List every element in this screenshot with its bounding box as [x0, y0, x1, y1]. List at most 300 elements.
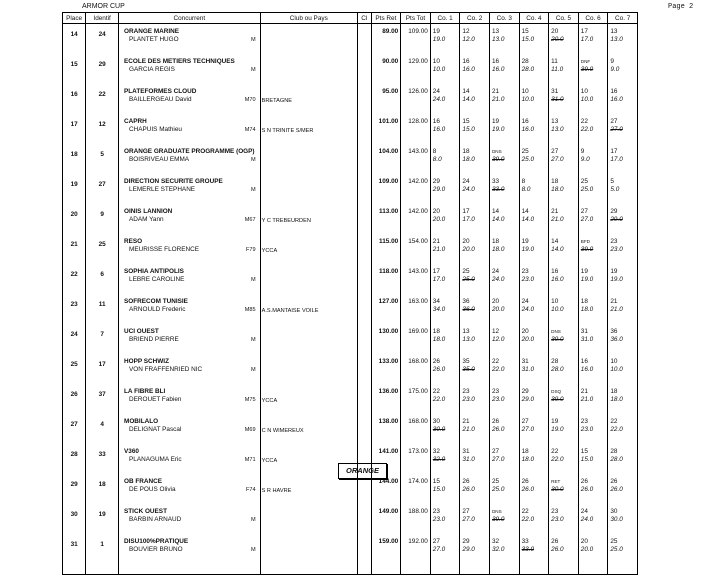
class-cell	[357, 268, 371, 294]
identif-cell: 33	[86, 448, 119, 474]
race-rank: 29	[521, 388, 529, 395]
column-header: Co. 1	[430, 13, 460, 24]
race-rank: 21	[580, 388, 588, 395]
race-cell	[608, 88, 638, 114]
race-points: 36.0	[462, 306, 475, 313]
race-points: 25.0	[491, 486, 505, 493]
race-points: 25.0	[462, 276, 475, 283]
club-name: BRETAGNE	[261, 98, 292, 104]
race-points: 39.0	[580, 246, 594, 253]
competitor-cell	[119, 388, 261, 414]
race-cell	[430, 358, 460, 384]
race-rank: 10	[521, 88, 529, 95]
race-cell	[489, 388, 519, 414]
race-points: 11.0	[551, 66, 564, 73]
points-total: 173.00	[401, 448, 431, 474]
competitor-cell	[119, 88, 261, 114]
column-header: Pts Tot	[401, 13, 431, 24]
category-label: F74	[246, 487, 256, 493]
points-retained: 159.00	[371, 538, 401, 564]
team-name: DIRECTION SECURITE GROUPE	[124, 178, 223, 185]
race-rank: 20	[491, 298, 500, 305]
club-cell	[260, 118, 357, 144]
race-points: 16.0	[610, 96, 623, 103]
identif-cell: 4	[86, 418, 119, 444]
race-rank: 26	[580, 478, 588, 485]
race-points: 26.0	[432, 366, 446, 373]
race-points: 26.0	[521, 486, 535, 493]
race-points: 27.0	[580, 216, 594, 223]
competitor-cell	[119, 148, 261, 174]
points-retained: 138.00	[371, 418, 401, 444]
race-points: 8.0	[432, 156, 442, 163]
race-points: 15.0	[462, 126, 475, 133]
points-total: 128.00	[401, 118, 431, 144]
race-rank: 33	[491, 178, 500, 185]
points-total: 174.00	[401, 478, 431, 504]
points-total: 175.00	[401, 388, 431, 414]
race-cell	[578, 478, 608, 504]
race-rank: 16	[462, 58, 470, 65]
race-points: 25.0	[521, 156, 535, 163]
race-rank: 30	[610, 508, 618, 515]
place-cell: 16	[63, 88, 86, 114]
club-cell	[260, 58, 357, 84]
place-cell: 25	[63, 358, 86, 384]
race-cell	[608, 118, 638, 144]
race-rank: 14	[462, 88, 470, 95]
race-rank: 28	[521, 58, 529, 65]
race-points: 28.0	[521, 66, 535, 73]
points-total: 188.00	[401, 508, 431, 534]
race-points: 16.0	[491, 66, 505, 73]
race-cell	[489, 418, 519, 444]
competitor-cell	[119, 118, 261, 144]
race-rank: 28	[551, 358, 559, 365]
race-points: 39.0	[551, 396, 564, 403]
category-label: M	[250, 337, 256, 343]
race-rank: 29	[610, 208, 618, 215]
competitor-cell	[119, 298, 261, 324]
team-name: RESO	[124, 238, 143, 245]
race-cell	[519, 418, 549, 444]
legend-box: ORANGE	[338, 463, 387, 479]
points-retained: 130.00	[371, 328, 401, 354]
race-points: 30.0	[432, 426, 446, 433]
race-rank: 13	[462, 328, 470, 335]
class-cell	[357, 208, 371, 234]
race-cell	[549, 328, 579, 354]
skipper-name: BARBIN ARNAUD	[129, 516, 182, 523]
points-retained: 133.00	[371, 358, 401, 384]
category-label: M70	[244, 97, 256, 103]
race-points: 31.0	[580, 336, 594, 343]
race-points: 10.0	[521, 96, 535, 103]
race-cell	[608, 298, 638, 324]
column-header: Identif	[86, 13, 119, 24]
race-cell	[460, 118, 490, 144]
team-name: STICK OUEST	[124, 508, 167, 515]
race-points: 21.0	[432, 246, 446, 253]
race-points: 16.0	[432, 126, 446, 133]
race-rank: 15	[462, 118, 470, 125]
race-rank: 22	[610, 418, 618, 425]
table-row	[63, 268, 638, 294]
club-cell	[260, 388, 357, 414]
race-points: 22.0	[432, 396, 446, 403]
race-points: 18.0	[521, 456, 535, 463]
column-header: Co. 7	[608, 13, 638, 24]
team-name: UCI OUEST	[124, 328, 159, 335]
race-cell	[489, 88, 519, 114]
race-rank: DNS	[491, 509, 502, 514]
club-cell	[260, 478, 357, 504]
race-rank: 27	[610, 118, 618, 125]
race-cell	[608, 388, 638, 414]
competitor-cell	[119, 448, 261, 474]
race-rank: 18	[491, 238, 500, 245]
class-cell	[357, 508, 371, 534]
race-rank: 19	[491, 118, 500, 125]
race-points: 39.0	[580, 66, 594, 73]
race-points: 39.0	[491, 516, 505, 523]
race-rank: 25	[610, 538, 618, 545]
race-rank: 23	[462, 388, 470, 395]
race-rank: 27	[491, 448, 500, 455]
table-row	[63, 508, 638, 534]
race-cell	[489, 508, 519, 534]
race-points: 17.0	[432, 276, 446, 283]
class-cell	[357, 118, 371, 144]
race-rank: 21	[551, 208, 559, 215]
race-points: 18.0	[580, 306, 594, 313]
race-cell	[430, 418, 460, 444]
skipper-name: LEMERLE STEPHANE	[129, 186, 196, 193]
race-cell	[608, 358, 638, 384]
club-name: C N WIMEREUX	[261, 428, 304, 434]
race-cell	[608, 508, 638, 534]
class-cell	[357, 328, 371, 354]
identif-cell: 9	[86, 208, 119, 234]
race-points: 23.0	[432, 516, 446, 523]
place-cell: 19	[63, 178, 86, 204]
club-cell	[260, 208, 357, 234]
race-cell	[460, 418, 490, 444]
club-name: A.S.MANTAISE VOILE	[261, 308, 319, 314]
identif-cell: 1	[86, 538, 119, 564]
race-rank: 9	[580, 148, 585, 155]
race-points: 22.0	[491, 366, 505, 373]
race-rank: 16	[521, 118, 529, 125]
place-cell: 14	[63, 28, 86, 54]
category-label: M	[250, 547, 256, 553]
race-cell	[460, 358, 490, 384]
race-cell	[578, 508, 608, 534]
race-cell	[430, 508, 460, 534]
race-points: 23.0	[521, 276, 535, 283]
skipper-name: BRIEND PIERRE	[129, 336, 179, 343]
race-points: 18.0	[551, 186, 564, 193]
race-points: 16.0	[551, 276, 564, 283]
race-rank: 18	[432, 328, 440, 335]
place-cell: 20	[63, 208, 86, 234]
race-cell	[460, 28, 490, 54]
race-points: 24.0	[521, 306, 535, 313]
identif-cell: 19	[86, 508, 119, 534]
race-points: 20.0	[432, 216, 446, 223]
race-cell	[578, 538, 608, 564]
race-points: 36.0	[610, 336, 623, 343]
race-cell	[549, 478, 579, 504]
race-rank: 27	[580, 208, 588, 215]
race-cell	[608, 538, 638, 564]
competitor-cell	[119, 28, 261, 54]
document-title: ARMOR CUP	[82, 3, 125, 10]
race-rank: 29	[462, 538, 470, 545]
race-points: 23.0	[462, 396, 475, 403]
race-cell	[460, 148, 490, 174]
race-rank: 31	[521, 358, 529, 365]
skipper-name: DEROUET Fabien	[129, 396, 182, 403]
race-cell	[608, 268, 638, 294]
skipper-name: BOISRIVEAU EMMA	[129, 156, 190, 163]
points-retained: 141.00	[371, 448, 401, 474]
competitor-cell	[119, 208, 261, 234]
table-row	[63, 298, 638, 324]
race-points: 12.0	[491, 336, 505, 343]
identif-cell: 7	[86, 328, 119, 354]
race-cell	[430, 208, 460, 234]
race-cell	[519, 28, 549, 54]
identif-cell: 6	[86, 268, 119, 294]
race-rank: 31	[462, 448, 470, 455]
race-cell	[549, 508, 579, 534]
place-cell: 18	[63, 148, 86, 174]
column-header: Co. 3	[489, 13, 519, 24]
race-rank: 27	[432, 538, 440, 545]
race-rank: 19	[610, 268, 618, 275]
skipper-name: PLANAGUMA Eric	[129, 456, 182, 463]
race-rank: 21	[610, 298, 618, 305]
race-cell	[519, 538, 549, 564]
race-points: 15.0	[521, 36, 535, 43]
competitor-cell	[119, 418, 261, 444]
race-cell	[489, 328, 519, 354]
race-points: 25.0	[580, 186, 594, 193]
results-body	[63, 24, 638, 575]
club-cell	[260, 268, 357, 294]
race-cell	[549, 418, 579, 444]
race-points: 23.0	[610, 246, 623, 253]
points-total: 129.00	[401, 58, 431, 84]
race-points: 22.0	[551, 456, 564, 463]
table-row	[63, 388, 638, 414]
points-retained: 90.00	[371, 58, 401, 84]
race-points: 25.0	[610, 546, 623, 553]
race-cell	[460, 388, 490, 414]
race-points: 27.0	[491, 456, 505, 463]
race-cell	[519, 238, 549, 264]
category-label: M75	[244, 397, 256, 403]
race-cell	[519, 508, 549, 534]
race-rank: DSQ	[551, 389, 562, 394]
race-rank: 26	[521, 478, 529, 485]
race-rank: 27	[551, 148, 559, 155]
team-name: MOBILALO	[124, 418, 159, 425]
place-cell: 27	[63, 418, 86, 444]
race-cell	[519, 268, 549, 294]
points-retained: 149.00	[371, 508, 401, 534]
race-rank: 31	[580, 328, 588, 335]
race-rank: 23	[580, 418, 588, 425]
race-points: 34.0	[432, 306, 446, 313]
race-cell	[519, 388, 549, 414]
race-rank: 24	[462, 178, 470, 185]
table-row	[63, 538, 638, 564]
column-header: Concurrent	[119, 13, 261, 24]
table-row	[63, 148, 638, 174]
race-points: 39.0	[551, 336, 564, 343]
category-label: M	[250, 367, 256, 373]
race-cell	[578, 268, 608, 294]
race-rank: 25	[462, 268, 470, 275]
competitor-cell	[119, 328, 261, 354]
race-cell	[489, 148, 519, 174]
race-cell	[489, 448, 519, 474]
race-points: 10.0	[551, 306, 564, 313]
race-cell	[489, 208, 519, 234]
race-cell	[578, 88, 608, 114]
table-row	[63, 238, 638, 264]
category-label: M	[250, 517, 256, 523]
race-cell	[430, 58, 460, 84]
race-rank: 23	[551, 508, 559, 515]
column-header: Pts Ret	[371, 13, 401, 24]
race-cell	[460, 478, 490, 504]
race-cell	[430, 148, 460, 174]
points-total: 169.00	[401, 328, 431, 354]
race-cell	[578, 58, 608, 84]
race-cell	[519, 118, 549, 144]
race-points: 21.0	[462, 426, 475, 433]
race-rank: 15	[580, 448, 588, 455]
race-rank: 13	[551, 118, 559, 125]
race-points: 19.0	[432, 36, 446, 43]
race-points: 9.0	[580, 156, 590, 163]
category-label: M	[250, 67, 256, 73]
class-cell	[357, 538, 371, 564]
race-rank: 17	[462, 208, 470, 215]
identif-cell: 27	[86, 178, 119, 204]
table-row	[63, 358, 638, 384]
race-cell	[578, 208, 608, 234]
team-name: V360	[124, 448, 139, 455]
race-cell	[460, 538, 490, 564]
race-points: 13.0	[551, 126, 564, 133]
race-cell	[549, 178, 579, 204]
race-points: 31.0	[521, 366, 535, 373]
race-points: 15.0	[580, 456, 594, 463]
race-points: 14.0	[491, 216, 505, 223]
identif-cell: 37	[86, 388, 119, 414]
race-rank: 21	[462, 418, 470, 425]
race-cell	[549, 358, 579, 384]
race-points: 8.0	[521, 186, 531, 193]
team-name: ECOLE DES METIERS TECHNIQUES	[124, 58, 235, 65]
category-label: M67	[244, 217, 256, 223]
class-cell	[357, 28, 371, 54]
race-points: 32.0	[491, 546, 505, 553]
club-name: S N TRINITE S/MER	[261, 128, 314, 134]
race-cell	[519, 448, 549, 474]
competitor-cell	[119, 58, 261, 84]
race-rank: 13	[610, 28, 618, 35]
category-label: M85	[244, 307, 256, 313]
race-cell	[460, 88, 490, 114]
race-cell	[430, 28, 460, 54]
race-points: 13.0	[491, 36, 505, 43]
race-rank: 25	[580, 178, 588, 185]
skipper-name: GARCIA REGIS	[129, 66, 175, 73]
race-points: 30.0	[610, 516, 623, 523]
race-points: 33.0	[491, 186, 505, 193]
race-points: 24.0	[580, 516, 594, 523]
race-cell	[430, 178, 460, 204]
race-points: 16.0	[580, 366, 594, 373]
race-points: 26.0	[491, 426, 505, 433]
race-rank: 22	[432, 388, 440, 395]
category-label: M	[250, 157, 256, 163]
results-table	[62, 12, 638, 575]
race-cell	[430, 268, 460, 294]
team-name: OB FRANCE	[124, 478, 163, 485]
race-points: 10.0	[580, 96, 594, 103]
race-points: 32.0	[432, 456, 446, 463]
race-cell	[430, 88, 460, 114]
race-rank: 14	[521, 208, 529, 215]
place-cell: 22	[63, 268, 86, 294]
identif-cell: 29	[86, 58, 119, 84]
place-cell: 29	[63, 478, 86, 504]
race-rank: BFD	[580, 239, 590, 244]
race-rank: 15	[521, 28, 529, 35]
race-points: 10.0	[610, 366, 623, 373]
race-cell	[549, 448, 579, 474]
race-rank: 22	[491, 358, 500, 365]
race-points: 20.0	[551, 36, 564, 43]
race-points: 14.0	[462, 96, 475, 103]
race-rank: 25	[521, 148, 529, 155]
points-retained: 136.00	[371, 388, 401, 414]
club-name: YCCA	[261, 248, 278, 254]
table-row	[63, 418, 638, 444]
points-total: 192.00	[401, 538, 431, 564]
club-cell	[260, 28, 357, 54]
race-rank: 32	[432, 448, 440, 455]
race-cell	[608, 448, 638, 474]
race-points: 15.0	[432, 486, 446, 493]
class-cell	[357, 88, 371, 114]
table-row	[63, 328, 638, 354]
race-rank: DNS	[491, 149, 502, 154]
race-points: 26.0	[610, 486, 623, 493]
page-number: Page 2	[668, 3, 694, 11]
race-points: 5.0	[610, 186, 620, 193]
race-rank: 24	[432, 88, 440, 95]
skipper-name: BAILLERGEAU David	[129, 96, 192, 103]
race-points: 23.0	[491, 396, 505, 403]
race-points: 21.0	[580, 396, 594, 403]
